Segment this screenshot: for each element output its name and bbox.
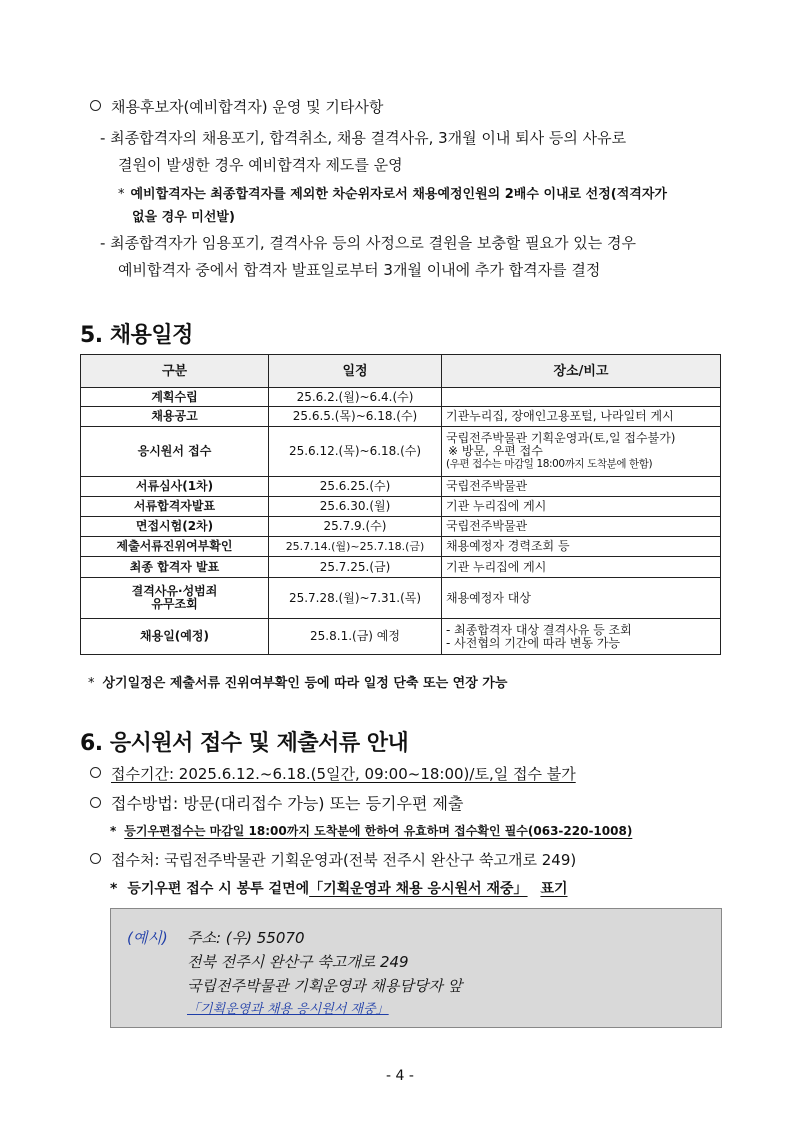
circle-bullet-icon (90, 853, 101, 864)
table-row (81, 497, 721, 517)
cell-note: 채용예정자 대상 (442, 578, 721, 619)
cell-date: 25.7.28.(월)~7.31.(목) (269, 578, 442, 619)
receipt-method-note: * 등기우편접수는 마감일 18:00까지 도착분에 한하여 유효하며 접수확인 필수(063-220-1008) (110, 824, 633, 838)
col-header-location: 장소/비고 (442, 355, 721, 388)
page-number: - 4 - (386, 1068, 414, 1084)
cell-date: 25.8.1.(금) 예정 (269, 619, 442, 655)
receipt-place: 접수처: 국립전주박물관 기획운영과(전북 전주시 완산구 쑥고개로 249) (90, 849, 576, 870)
cell-note-line: (우편 접수는 마감일 18:00까지 도착분에 한함) (446, 458, 653, 470)
col-header-schedule: 일정 (269, 355, 442, 388)
cell-date: 25.6.25.(수) (269, 477, 442, 497)
cell-item-line: 결격사유·성범죄 (131, 584, 218, 598)
cell-note: 기관 누리집에 게시 (442, 497, 721, 517)
schedule-table (80, 354, 721, 655)
cell-note (442, 427, 721, 477)
cell-note: 기관누리집, 장애인고용포털, 나라일터 게시 (442, 407, 721, 427)
cell-date: 25.7.14.(월)~25.7.18.(금) (269, 537, 442, 557)
example-line-2: 전북 전주시 완산구 쑥고개로 249 (187, 953, 409, 971)
table-row (81, 517, 721, 537)
example-box (110, 908, 722, 1028)
cell-item: 최종 합격자 발표 (81, 557, 269, 578)
circle-bullet-icon (90, 797, 101, 808)
cell-date: 25.6.30.(월) (269, 497, 442, 517)
example-line-1: 주소: (우) 55070 (187, 929, 305, 947)
section-6-title: 6. 응시원서 접수 및 제출서류 안내 (80, 731, 409, 756)
cell-note-line: ※ 방문, 우편 접수 (448, 444, 543, 458)
asterisk-icon: * (110, 824, 117, 838)
cell-note: 국립전주박물관 (442, 477, 721, 497)
cell-note-line: - 사전협의 기간에 따라 변동 가능 (446, 635, 621, 650)
cell-item (81, 578, 269, 619)
circle-bullet-icon (90, 767, 101, 778)
cell-item-line: 유무조회 (151, 597, 198, 611)
cell-item: 서류심사(1차) (81, 477, 269, 497)
cell-note-line: 국립전주박물관 기획운영과(토,일 접수불가) (446, 431, 676, 445)
table-row (81, 537, 721, 557)
cell-item: 제출서류진위여부확인 (81, 537, 269, 557)
receipt-method: 접수방법: 방문(대리접수 가능) 또는 등기우편 제출 (90, 791, 463, 814)
circle-bullet-icon (90, 100, 101, 111)
table-row (81, 427, 721, 477)
cell-note: 국립전주박물관 (442, 517, 721, 537)
cell-date: 25.7.9.(수) (269, 517, 442, 537)
cell-note: 채용예정자 경력조회 등 (442, 537, 721, 557)
cell-date: 25.6.12.(목)~6.18.(수) (269, 427, 442, 477)
example-label: (예시) (127, 929, 168, 947)
cell-note (442, 388, 721, 407)
cell-item: 면접시험(2차) (81, 517, 269, 537)
section-5-title: 5. 채용일정 (80, 323, 193, 348)
reserve-title: 채용후보자(예비합격자) 운영 및 기타사항 (90, 96, 383, 117)
cell-date: 25.7.25.(금) (269, 557, 442, 578)
reserve-note-line-1: * 예비합격자는 최종합격자를 제외한 차순위자로서 채용예정인원의 2배수 이내로 선정(적격자가 (118, 187, 667, 202)
cell-date: 25.6.2.(월)~6.4.(수) (269, 388, 442, 407)
reserve-bullet-2-line-1: - 최종합격자가 임용포기, 결격사유 등의 사정으로 결원을 보충할 필요가 있는 경우 (100, 234, 637, 252)
table-row (81, 477, 721, 497)
table-row (81, 388, 721, 407)
cell-item: 계획수립 (81, 388, 269, 407)
reserve-bullet-2-line-2: 예비합격자 중에서 합격자 발표일로부터 3개월 이내에 추가 합격자를 결정 (118, 261, 601, 279)
receipt-place-note: * 등기우편 접수 시 봉투 겉면에「기획운영과 채용 응시원서 재중」 표기 (110, 881, 568, 897)
cell-item: 응시원서 접수 (81, 427, 269, 477)
cell-item: 서류합격자발표 (81, 497, 269, 517)
reserve-note-line-2: 없을 경우 미선발) (132, 210, 235, 225)
cell-item: 채용일(예정) (81, 619, 269, 655)
receipt-period: 접수기간: 2025.6.12.~6.18.(5일간, 09:00~18:00)/토,일 접수 불가 (90, 763, 576, 784)
cell-note-line: - 최종합격자 대상 결격사유 등 조회 (446, 622, 632, 637)
table-row (81, 619, 721, 655)
table-row (81, 407, 721, 427)
cell-note (442, 619, 721, 655)
asterisk-icon: * (88, 676, 95, 691)
asterisk-icon: * (110, 881, 118, 897)
example-line-4: 「기획운영과 채용 응시원서 재중」 (187, 1002, 389, 1017)
cell-note: 기관 누리집에 게시 (442, 557, 721, 578)
example-line-3: 국립전주박물관 기획운영과 채용담당자 앞 (187, 977, 463, 995)
cell-item: 채용공고 (81, 407, 269, 427)
reserve-bullet-1-line-1: - 최종합격자의 채용포기, 합격취소, 채용 결격사유, 3개월 이내 퇴사 등의 사유로 (100, 129, 627, 147)
asterisk-icon: * (118, 187, 125, 202)
schedule-header-row (81, 355, 721, 388)
schedule-footnote: * 상기일정은 제출서류 진위여부확인 등에 따라 일정 단축 또는 연장 가능 (88, 676, 508, 691)
reserve-bullet-1-line-2: 결원이 발생한 경우 예비합격자 제도를 운영 (118, 156, 403, 174)
cell-date: 25.6.5.(목)~6.18.(수) (269, 407, 442, 427)
table-row (81, 578, 721, 619)
col-header-category: 구분 (81, 355, 269, 388)
table-row (81, 557, 721, 578)
